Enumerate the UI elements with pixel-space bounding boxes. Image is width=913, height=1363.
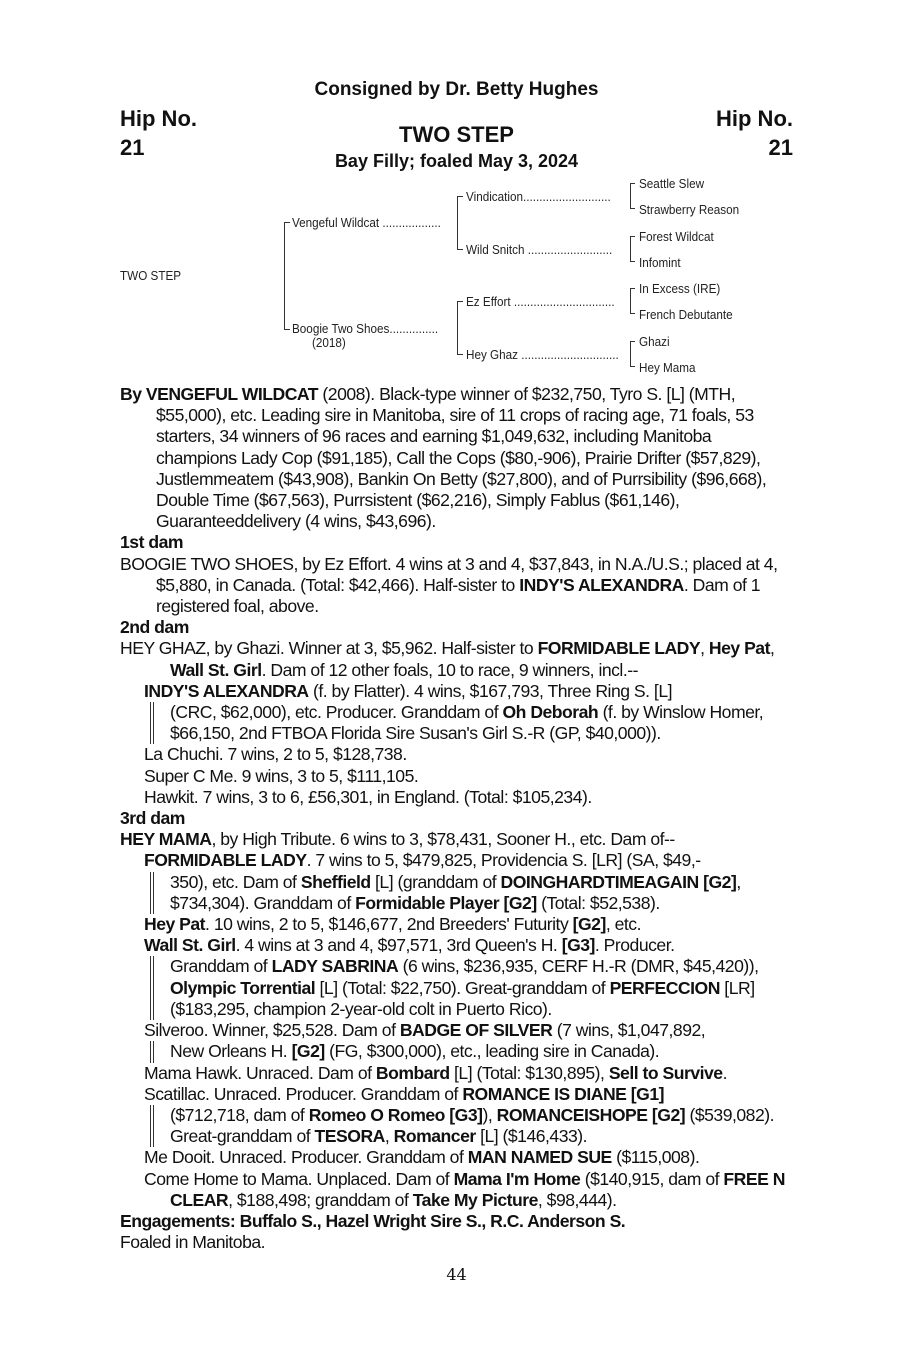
consignor-line: Consigned by Dr. Betty Hughes [314, 79, 599, 100]
produce-record: FORMIDABLE LADY. 7 wins to 5, $479,825, Providencia S. [LR] (SA, $49,- [144, 850, 701, 871]
second-dam-paragraph: HEY GHAZ, by Ghazi. Winner at 3, $5,962. Half-sister to FORMIDABLE LADY, Hey Pat, Wall St. Girl. Dam of 12 other foals, 10 to race, 9 winners, incl.-- [120, 638, 775, 680]
pedigree-gg4: Infomint [639, 255, 681, 270]
produce-record: Super C Me. 9 wins, 3 to 5, $111,105. [144, 765, 419, 786]
hip-label: Hip No. [120, 106, 197, 131]
pedigree-gg3: Forest Wildcat [639, 229, 714, 244]
produce-record-detail: (CRC, $62,000), etc. Producer. Granddam of Oh Deborah (f. by Winslow Homer, $66,150, 2nd FTBOA Florida Sire Susan's Girl S.-R (GP, $40,000)). [150, 702, 794, 744]
engagements: Engagements: Buffalo S., Hazel Wright Sire S., R.C. Anderson S. [120, 1210, 626, 1231]
produce-record: Wall St. Girl. 4 wins at 3 and 4, $97,571, 3rd Queen's H. [G3]. Producer. [144, 935, 675, 956]
horse-description: Bay Filly; foaled May 3, 2024 [334, 151, 579, 171]
pedigree-gg8: Hey Mama [639, 360, 696, 375]
produce-record-detail: ($712,718, dam of Romeo O Romeo [G3]), ROMANCEISHOPE [G2] ($539,082). Great-granddam of TESORA, Romancer [L] ($146,433). [150, 1105, 794, 1147]
pedigree-sire-sire: Vindication........................... [466, 189, 611, 204]
page-number: 44 [446, 1265, 467, 1284]
pedigree-dam: Boogie Two Shoes............... [292, 321, 439, 336]
produce-record: Come Home to Mama. Unplaced. Dam of Mama I'm Home ($140,915, dam of FREE N CLEAR, $188,498; granddam of Take My Picture, $98,444). [144, 1168, 785, 1210]
foaled-location: Foaled in Manitoba. [120, 1232, 266, 1253]
produce-record: Me Dooit. Unraced. Producer. Granddam of MAN NAMED SUE ($115,008). [144, 1147, 700, 1168]
hip-number: 21 [120, 135, 145, 160]
first-dam-heading: 1st dam [120, 532, 183, 553]
produce-record-detail: Granddam of LADY SABRINA (6 wins, $236,935, CERF H.-R (DMR, $45,420)), Olympic Torrential [L] (Total: $22,750). Great-granddam of PERFECCION [LR] ($183,295, champion 2-year-old colt in Puerto Rico). [150, 956, 794, 1020]
hip-label: Hip No. [716, 106, 793, 131]
produce-record: Hey Pat. 10 wins, 2 to 5, $146,677, 2nd Breeders' Futurity [G2], etc. [144, 914, 641, 935]
pedigree-gg2: Strawberry Reason [639, 202, 740, 217]
produce-record: Hawkit. 7 wins, 3 to 6, £56,301, in England. (Total: $105,234). [144, 786, 592, 807]
first-dam-paragraph: BOOGIE TWO SHOES, by Ez Effort. 4 wins at 3 and 4, $37,843, in N.A./U.S.; placed at 4, $5,880, in Canada. (Total: $42,466). Half-sister to INDY'S ALEXANDRA. Dam of 1 registered foal, above. [120, 553, 778, 617]
horse-name: TWO STEP [399, 122, 514, 147]
catalogue-body [120, 384, 794, 1253]
second-dam-heading: 2nd dam [120, 617, 189, 638]
produce-record-detail: New Orleans H. [G2] (FG, $300,000), etc., leading sire in Canada). [150, 1041, 794, 1062]
pedigree-sire-dam: Wild Snitch .......................... [466, 242, 613, 257]
pedigree-dam-sire: Ez Effort ............................... [466, 294, 615, 309]
pedigree-gg1: Seattle Slew [639, 176, 705, 191]
hip-number: 21 [768, 135, 793, 160]
pedigree-gg6: French Debutante [639, 307, 733, 322]
pedigree-dam-year: (2018) [312, 335, 346, 350]
produce-record: Mama Hawk. Unraced. Dam of Bombard [L] (Total: $130,895), Sell to Survive. [144, 1062, 727, 1083]
sire-paragraph: By VENGEFUL WILDCAT (2008). Black-type winner of $232,750, Tyro S. [L] (MTH, $55,000), etc. Leading sire in Manitoba, sire of 11 crops of racing age, 71 foals, 53 starters, 34 winners of 96 races and earning $1,049,632, including Manitoba champions Lady Cop ($91,185), Call the Cops ($80,-906), Prairie Drifter ($57,829), Justlemmeatem ($43,908), Bankin On Betty ($27,800), and of Purrsibility ($96,668), Double Time ($67,563), Purrsistent ($62,216), Simply Fablus ($61,146), Guaranteeddelivery (4 wins, $43,696). [120, 384, 767, 532]
produce-record-detail: 350), etc. Dam of Sheffield [L] (granddam of DOINGHARDTIMEAGAIN [G2], $734,304). Granddam of Formidable Player [G2] (Total: $52,538). [150, 872, 794, 914]
pedigree-gg5: In Excess (IRE) [639, 281, 721, 296]
third-dam-paragraph: HEY MAMA, by High Tribute. 6 wins to 3, $78,431, Sooner H., etc. Dam of-- [120, 829, 675, 850]
third-dam-heading: 3rd dam [120, 808, 185, 829]
pedigree-subject: TWO STEP [120, 268, 182, 283]
produce-record: La Chuchi. 7 wins, 2 to 5, $128,738. [144, 744, 407, 765]
pedigree-gg7: Ghazi [639, 334, 670, 349]
produce-record: Silveroo. Winner, $25,528. Dam of BADGE OF SILVER (7 wins, $1,047,892, [144, 1020, 706, 1041]
produce-record: INDY'S ALEXANDRA (f. by Flatter). 4 wins, $167,793, Three Ring S. [L] [144, 680, 672, 701]
pedigree-sire: Vengeful Wildcat .................. [292, 215, 441, 230]
pedigree-dam-dam: Hey Ghaz .............................. [466, 347, 619, 362]
produce-record: Scatillac. Unraced. Producer. Granddam of ROMANCE IS DIANE [G1] [144, 1083, 664, 1104]
sire-lead: By VENGEFUL WILDCAT [120, 384, 319, 404]
